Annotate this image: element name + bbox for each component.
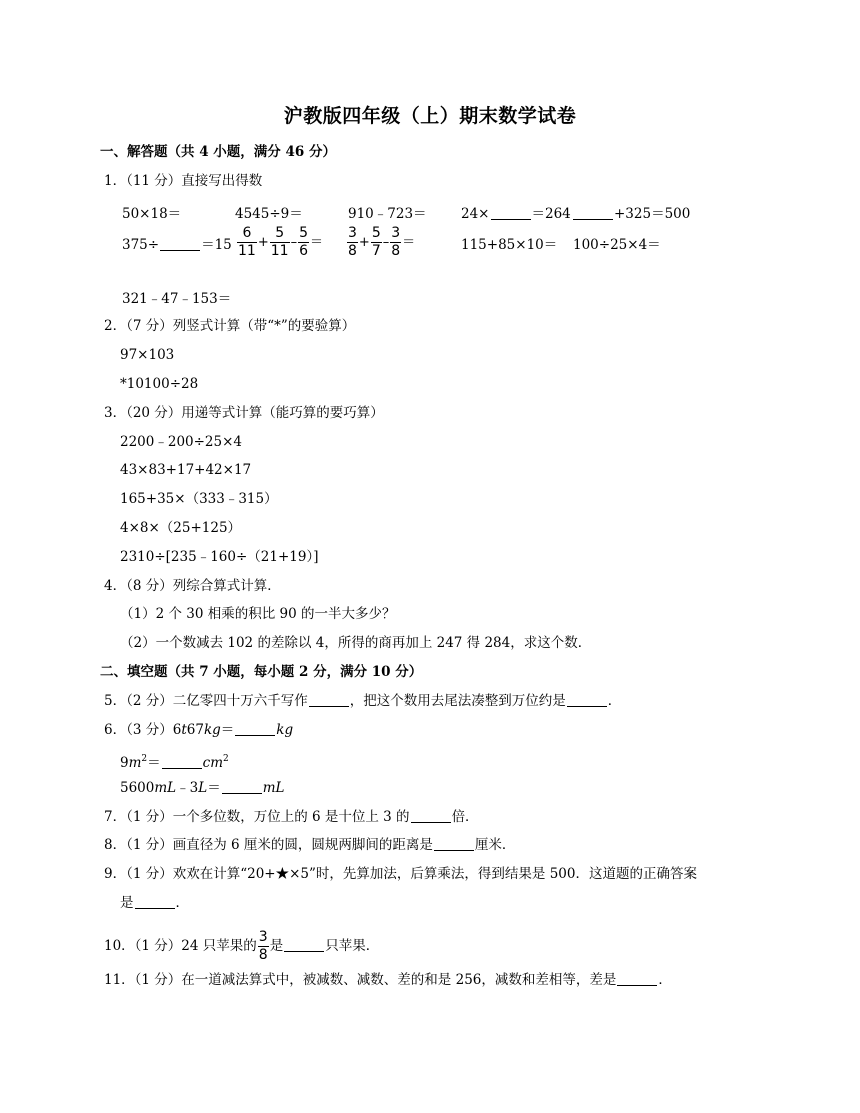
q1-fraction-expression-1: $\frac{6}{11}$ + $\frac{5}{11}$ – $\frac{5}{6}$ ＝ <box>238 225 323 259</box>
q4-item-2: （2）一个数减去 102 的差除以 4，所得的商再加上 247 得 284，求这个数． <box>120 635 592 651</box>
q3-item-4: 4×8×（25+125） <box>120 520 242 536</box>
q1-item-5 <box>572 202 690 222</box>
q3-item-2: 43×83+17+42×17 <box>120 462 252 478</box>
question-9-cont: 是 ． <box>120 895 189 911</box>
q1-item-6-post: ＝15 <box>201 237 232 253</box>
answer-blank[interactable] <box>434 836 474 851</box>
answer-blank[interactable] <box>235 721 275 736</box>
q2-item-1: 97×103 <box>120 347 175 363</box>
section-heading-answers: 一、解答题（共 4 小题，满分 46 分） <box>100 144 336 160</box>
q4-item-1: （1）2 个 30 相乘的积比 90 的一半大多少？ <box>120 606 396 622</box>
question-6: 6．（3 分）6t67kg＝ kg <box>104 722 294 738</box>
answer-blank[interactable] <box>617 971 657 986</box>
q1-fraction-expression-2: $\frac{3}{8}$ + $\frac{5}{7}$ – $\frac{3}{8}$ ＝ <box>348 225 416 259</box>
question-5: 5．（2 分）二亿零四十万六千写作 ，把这个数用去尾法凑整到万位约是 ． <box>104 693 622 709</box>
question-2-heading: 2．（7 分）列竖式计算（带“*”的要验算） <box>104 318 356 334</box>
q3-item-5: 2310÷[235﹣160÷（21+19）] <box>120 549 319 565</box>
page-title: 沪教版四年级（上）期末数学试卷 <box>283 105 577 127</box>
fraction: $\frac{3}{8}$ <box>391 225 401 259</box>
answer-blank[interactable] <box>573 205 613 220</box>
q1-item-6-pre: 375÷ <box>122 237 160 253</box>
q1-item-6 <box>122 233 232 253</box>
question-10: 10．（1 分）24 只苹果的 $\frac{3}{8}$ 是 只苹果． <box>104 929 380 963</box>
answer-blank[interactable] <box>411 808 451 823</box>
q1-item-3: 910﹣723＝ <box>348 206 427 222</box>
answer-blank[interactable] <box>135 894 175 909</box>
question-11: 11．（1 分）在一道减法算式中，被减数、减数、差的和是 256，减数和差相等，差是 ． <box>104 972 672 988</box>
q1-item-1: 50×18＝ <box>122 206 182 222</box>
answer-blank[interactable] <box>284 937 324 952</box>
q1-item-4-pre: 24× <box>461 206 490 222</box>
question-1-heading: 1．（11 分）直接写出得数 <box>104 173 263 189</box>
section-heading-fill-in: 二、填空题（共 7 小题，每小题 2 分，满分 10 分） <box>100 664 423 680</box>
q1-item-4 <box>461 202 571 222</box>
q2-item-2: *10100÷28 <box>120 376 199 392</box>
fraction: $\frac{3}{8}$ <box>348 225 357 259</box>
answer-blank[interactable] <box>160 236 200 251</box>
q1-item-11: 321﹣47﹣153＝ <box>122 291 232 307</box>
q1-item-5-post: +325＝500 <box>614 206 691 222</box>
q1-item-10: 100÷25×4＝ <box>573 237 661 253</box>
question-9: 9．（1 分）欢欢在计算“20+★×5”时，先算加法，后算乘法，得到结果是 500．这道题的正确答案 <box>104 866 697 882</box>
fraction: $\frac{5}{11}$ <box>270 225 289 259</box>
q1-item-2: 4545÷9＝ <box>235 206 303 222</box>
question-3-heading: 3．（20 分）用递等式计算（能巧算的要巧算） <box>104 405 384 421</box>
q3-item-1: 2200﹣200÷25×4 <box>120 434 243 450</box>
q3-item-3: 165+35×（333﹣315） <box>120 491 278 507</box>
fraction: $\frac{6}{11}$ <box>238 225 256 259</box>
answer-blank[interactable] <box>309 692 349 707</box>
fraction: $\frac{5}{7}$ <box>371 225 381 259</box>
q1-item-9: 115+85×10＝ <box>461 237 558 253</box>
question-7: 7．（1 分）一个多位数，万位上的 6 是十位上 3 的 倍． <box>104 809 479 825</box>
answer-blank[interactable] <box>222 779 262 794</box>
fraction: $\frac{5}{6}$ <box>299 225 308 259</box>
question-6-line-3: 5600mL﹣3L＝ mL <box>120 780 285 796</box>
question-6-line-2: $9m^2= cm^2$ <box>120 754 229 771</box>
answer-blank[interactable] <box>491 205 531 220</box>
fraction: $\frac{3}{8}$ <box>258 929 268 963</box>
answer-blank[interactable] <box>162 754 202 769</box>
question-8: 8．（1 分）画直径为 6 厘米的圆，圆规两脚间的距离是 厘米． <box>104 837 516 853</box>
q1-item-4-post: ＝264 <box>531 206 571 222</box>
question-4-heading: 4．（8 分）列综合算式计算． <box>104 578 281 594</box>
answer-blank[interactable] <box>567 692 607 707</box>
